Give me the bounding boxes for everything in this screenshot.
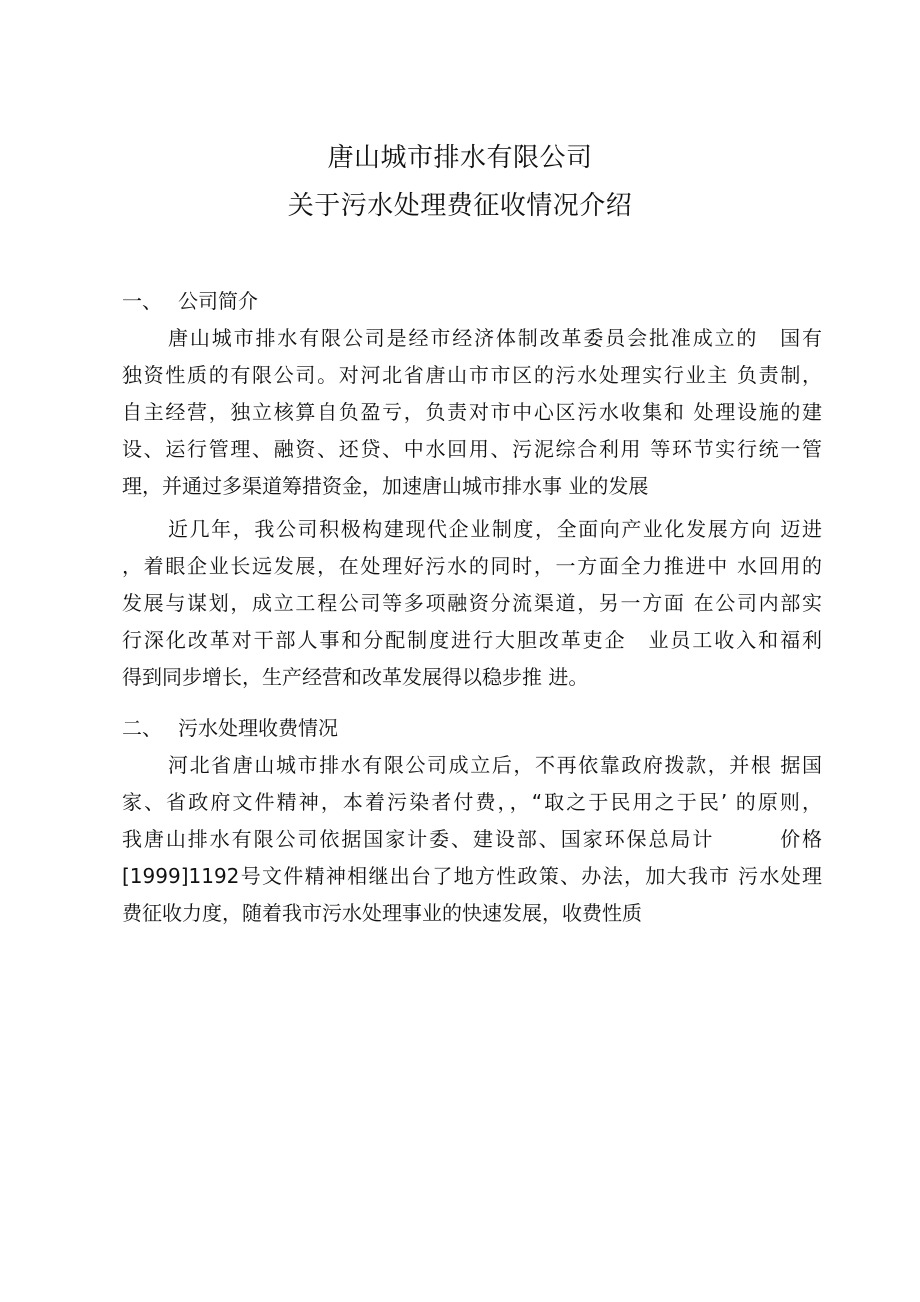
section-2-title: 污水处理收费情况 [178, 716, 338, 740]
document-title-company: 唐山城市排水有限公司 [327, 143, 593, 173]
paragraph-line: 行深化改革对干部人事和分配制度进行大胆改革吏企 业员工收入和福利 [122, 628, 822, 652]
section-1-title: 公司简介 [178, 289, 258, 313]
paragraph-line: 费征收力度，随着我市污水处理事业的快速发展，收费性质 [122, 901, 642, 925]
section-2-paragraph-1 [122, 747, 822, 932]
paragraph-line: 发展与谋划，成立工程公司等多项融资分流渠道，另一方面 在公司内部实 [122, 591, 822, 615]
paragraph-line: 理，并通过多渠道筹措资金，加速唐山城市排水事 业的发展 [122, 474, 649, 498]
paragraph-line: 家、省政府文件精神，本着污染者付费，，“取之于民用之于民’ 的原则， [122, 790, 822, 814]
paragraph-line: 我唐山排水有限公司依据国家计委、建设部、国家环保总局计 价格 [122, 827, 822, 851]
document-title-block [0, 134, 920, 230]
paragraph-line: 设、运行管理、融资、还贷、中水回用、污泥综合利用 等环节实行统一管 [122, 437, 822, 461]
paragraph-line: 近几年，我公司积极构建现代企业制度，全面向产业化发展方向 迈进 [168, 517, 822, 541]
paragraph-line: 独资性质的有限公司。对河北省唐山市市区的污水处理实行业主 负责制， [122, 363, 822, 387]
section-2-number: 二、 [122, 716, 162, 740]
section-1-number: 一、 [122, 289, 162, 313]
paragraph-line: 河北省唐山城市排水有限公司成立后，不再依靠政府拨款，并根 据国 [168, 753, 822, 777]
document-body [122, 282, 822, 932]
document-title-subject: 关于污水处理费征收情况介绍 [287, 191, 633, 221]
paragraph-line: [1999]1192号文件精神相继出台了地方性政策、办法，加大我市 污水处理 [122, 864, 822, 888]
section-1-paragraph-1 [122, 320, 822, 505]
paragraph-line: 自主经营，独立核算自负盈亏，负责对市中心区污水收集和 处理设施的建 [122, 400, 822, 424]
paragraph-line: ，着眼企业长远发展，在处理好污水的同时，一方面全力推进中 水回用的 [122, 554, 822, 578]
paragraph-line: 得到同步增长，生产经营和改革发展得以稳步推 进。 [122, 665, 589, 689]
paragraph-line: 唐山城市排水有限公司是经市经济体制改革委员会批准成立的 国有 [168, 326, 822, 350]
section-1-paragraph-2 [122, 511, 822, 696]
section-1-heading [122, 282, 822, 320]
section-2-heading [122, 709, 822, 747]
